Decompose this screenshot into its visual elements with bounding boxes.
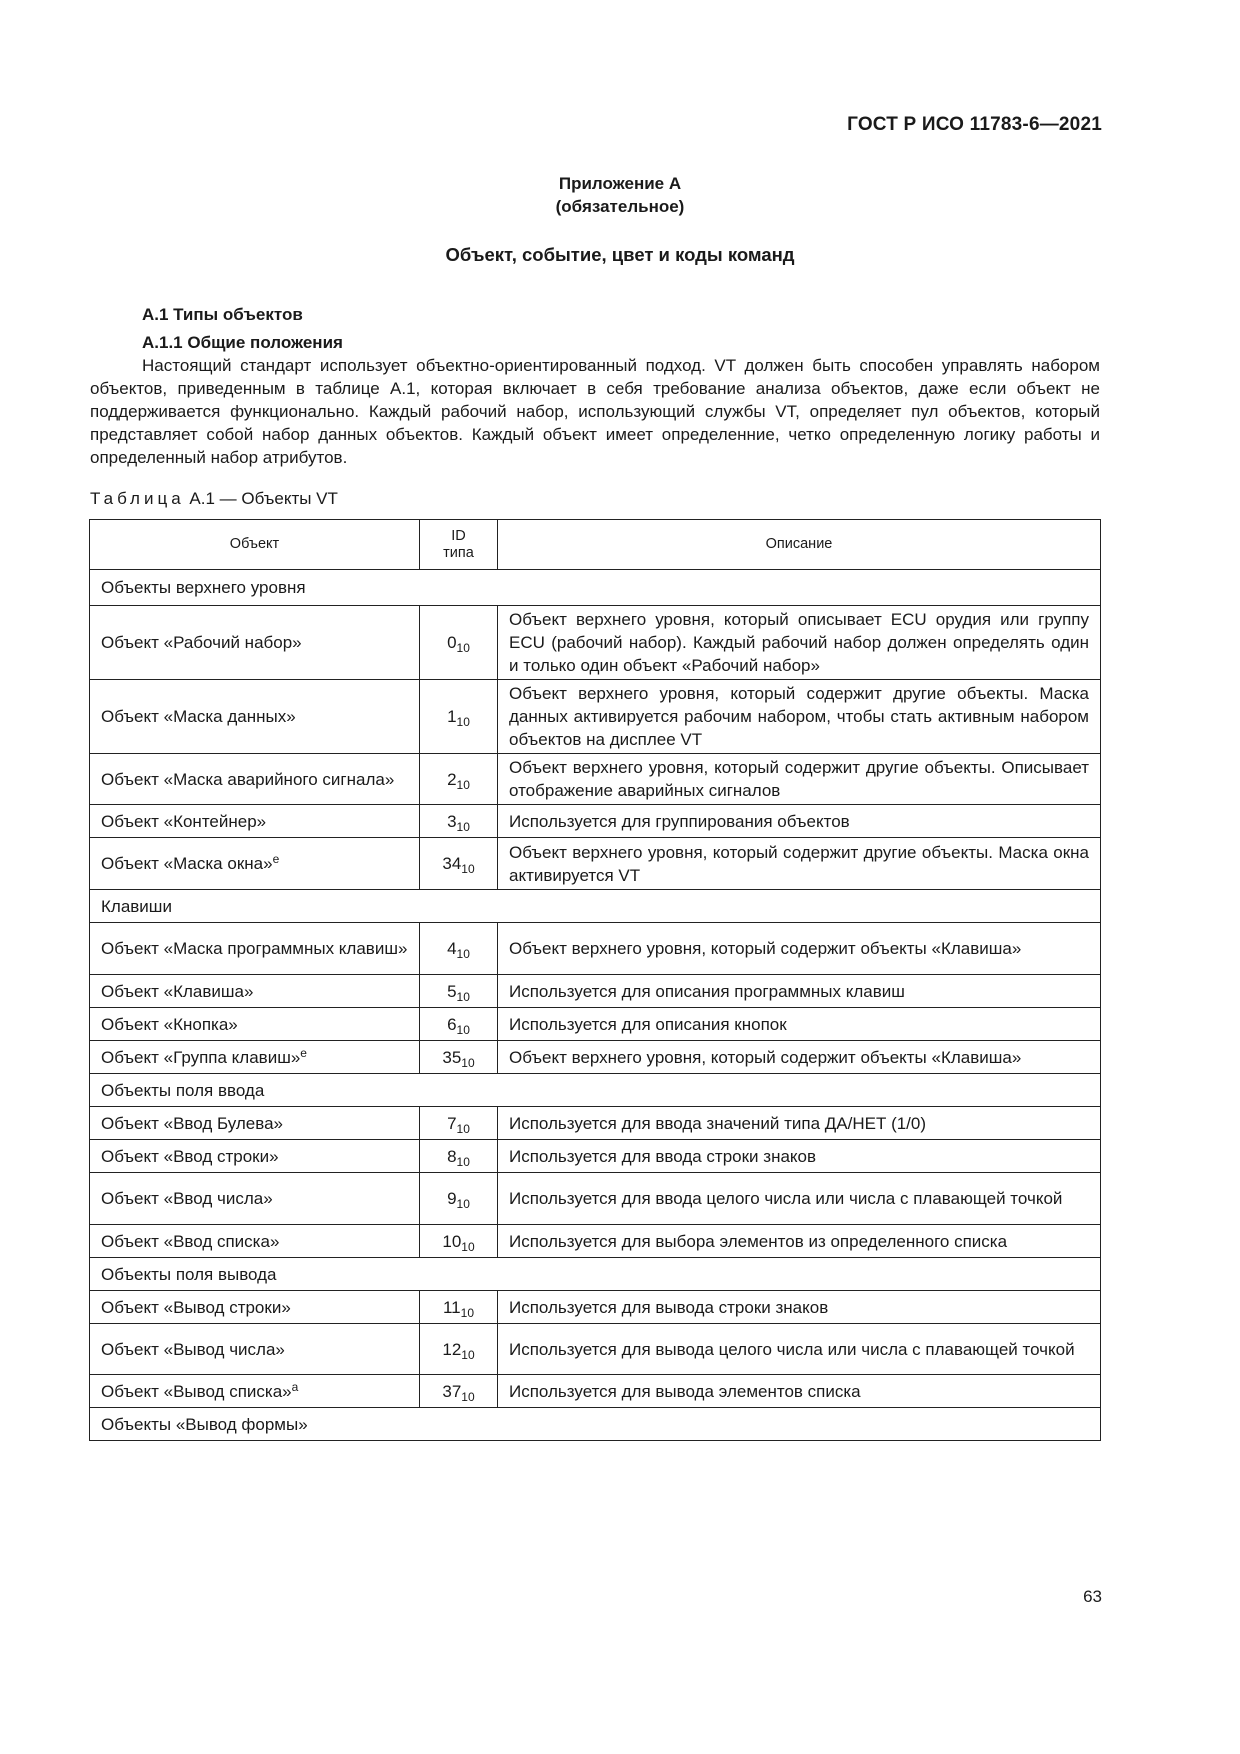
page-number: 63 xyxy=(1083,1587,1102,1606)
standard-designation: ГОСТ Р ИСО 11783-6—2021 xyxy=(847,114,1102,135)
description-cell: Объект верхнего уровня, который содержит объекты «Клавиша» xyxy=(498,923,1101,975)
object-name: Объект «Клавиша» xyxy=(101,981,254,1001)
type-id-base: 10 xyxy=(456,1022,470,1037)
object-name: Объект «Вывод списка» xyxy=(101,1381,292,1401)
type-id-cell xyxy=(420,1225,498,1258)
object-cell xyxy=(90,1324,420,1375)
appendix-label: Приложение А xyxy=(558,174,682,193)
object-cell xyxy=(90,838,420,890)
description-cell: Объект верхнего уровня, который содержит объекты «Клавиша» xyxy=(498,1041,1101,1074)
type-id-value: 12 xyxy=(442,1339,462,1359)
object-cell xyxy=(90,923,420,975)
type-id-cell xyxy=(420,1324,498,1375)
table-row xyxy=(90,1140,1101,1173)
object-cell xyxy=(90,805,420,838)
description-cell: Используется для выбора элементов из определенного списка xyxy=(498,1225,1101,1258)
table-row xyxy=(90,680,1101,754)
object-name: Объект «Ввод строки» xyxy=(101,1146,279,1166)
header-object: Объект xyxy=(90,520,420,570)
type-id-base: 10 xyxy=(456,989,470,1004)
table-row xyxy=(90,754,1101,805)
type-id-cell xyxy=(420,1107,498,1140)
description-cell: Используется для группирования объектов xyxy=(498,805,1101,838)
object-cell xyxy=(90,606,420,680)
type-id-base: 10 xyxy=(461,1389,475,1404)
description-cell: Используется для ввода значений типа ДА/НЕТ (1/0) xyxy=(498,1107,1101,1140)
object-cell xyxy=(90,975,420,1008)
type-id-base: 10 xyxy=(461,1239,475,1254)
type-id-base: 10 xyxy=(460,1305,474,1320)
group-heading: Объекты верхнего уровня xyxy=(90,570,1101,606)
table-row xyxy=(90,805,1101,838)
appendix-heading xyxy=(0,172,1240,218)
type-id-cell xyxy=(420,1375,498,1408)
group-heading: Объекты «Вывод формы» xyxy=(90,1408,1101,1441)
object-name: Объект «Маска аварийного сигнала» xyxy=(101,769,395,789)
header-type-id xyxy=(420,520,498,570)
table-row xyxy=(90,1375,1101,1408)
table-row xyxy=(90,1225,1101,1258)
table-row xyxy=(90,1041,1101,1074)
type-id-cell xyxy=(420,975,498,1008)
type-id-cell xyxy=(420,1041,498,1074)
type-id-value: 7 xyxy=(447,1113,457,1133)
description-cell: Объект верхнего уровня, который содержит другие объекты. Описывает отображение аварийных сигналов xyxy=(498,754,1101,805)
type-id-cell xyxy=(420,1140,498,1173)
type-id-base: 10 xyxy=(456,947,470,961)
type-id-cell xyxy=(420,680,498,754)
object-cell xyxy=(90,1140,420,1173)
object-name: Объект «Маска программных клавиш» xyxy=(101,939,408,958)
type-id-cell xyxy=(420,1173,498,1225)
table-group-row xyxy=(90,1074,1101,1107)
type-id-value: 11 xyxy=(442,1297,461,1317)
type-id-value: 8 xyxy=(447,1146,457,1166)
object-cell xyxy=(90,1375,420,1408)
type-id-value: 4 xyxy=(447,939,457,958)
table-row xyxy=(90,838,1101,890)
type-id-base: 10 xyxy=(456,819,470,834)
description-cell: Используется для описания программных клавиш xyxy=(498,975,1101,1008)
object-cell xyxy=(90,1173,420,1225)
type-id-base: 10 xyxy=(456,1197,470,1211)
type-id-base: 10 xyxy=(456,715,470,729)
header-description: Описание xyxy=(498,520,1101,570)
description-cell: Объект верхнего уровня, который содержит другие объекты. Маска окна активируется VT xyxy=(498,838,1101,890)
object-name: Объект «Контейнер» xyxy=(101,811,267,831)
type-id-value: 6 xyxy=(447,1014,457,1034)
type-id-base: 10 xyxy=(461,862,475,876)
object-cell xyxy=(90,1041,420,1074)
footnote-marker: а xyxy=(291,1379,299,1394)
type-id-cell xyxy=(420,1008,498,1041)
type-id-value: 2 xyxy=(447,769,457,789)
object-cell xyxy=(90,1008,420,1041)
table-group-row xyxy=(90,570,1101,606)
section-heading-a1-1: А.1.1 Общие положения xyxy=(142,333,343,352)
type-id-value: 3 xyxy=(447,811,457,831)
object-cell xyxy=(90,680,420,754)
type-id-value: 0 xyxy=(447,633,457,652)
table-row xyxy=(90,1324,1101,1375)
type-id-base: 10 xyxy=(456,1121,470,1136)
appendix-status: (обязательное) xyxy=(555,197,685,216)
type-id-cell xyxy=(420,838,498,890)
footnote-marker: е xyxy=(272,852,280,866)
type-id-cell xyxy=(420,923,498,975)
description-cell: Используется для вывода строки знаков xyxy=(498,1291,1101,1324)
type-id-base: 10 xyxy=(461,1055,475,1070)
description-cell: Объект верхнего уровня, который описывает ECU орудия или группу ECU (рабочий набор). Каждый рабочий набор должен определять один и только один объект «Рабочий набор» xyxy=(498,606,1101,680)
description-cell: Используется для вывода целого числа или числа с плавающей точкой xyxy=(498,1324,1101,1375)
table-row xyxy=(90,1107,1101,1140)
type-id-base: 10 xyxy=(456,1154,470,1169)
object-name: Объект «Маска данных» xyxy=(101,707,296,726)
table-group-row xyxy=(90,890,1101,923)
group-heading: Клавиши xyxy=(90,890,1101,923)
table-caption-text: А.1 — Объекты VT xyxy=(189,489,338,508)
description-cell: Используется для ввода целого числа или числа с плавающей точкой xyxy=(498,1173,1101,1225)
section-heading-a1: А.1 Типы объектов xyxy=(142,305,303,324)
footnote-marker: е xyxy=(300,1045,307,1060)
object-cell xyxy=(90,1225,420,1258)
intro-paragraph-text: Настоящий стандарт использует объектно-ориентированный подход. VT должен быть способен управлять набором объектов, приведенным в таблице А.1, которая включает в себя требование анализа объектов, даже если объект не поддерживается функционально. Каждый рабочий набор, использующий службы VT, определяет пул объектов, который представляет собой набор данных объектов. Каждый объект имеет определенние, четко определенную логику работы и определенный набор атрибутов. xyxy=(90,356,1100,467)
table-row xyxy=(90,606,1101,680)
object-cell xyxy=(90,754,420,805)
table-body xyxy=(90,570,1101,1441)
object-name: Объект «Ввод списка» xyxy=(101,1231,280,1251)
header-id-line2: типа xyxy=(443,544,474,561)
object-name: Объект «Вывод строки» xyxy=(101,1297,291,1317)
type-id-value: 5 xyxy=(447,981,457,1001)
type-id-base: 10 xyxy=(456,641,470,655)
object-name: Объект «Маска окна» xyxy=(101,854,273,873)
object-name: Объект «Группа клавиш» xyxy=(101,1047,301,1067)
table-row xyxy=(90,1291,1101,1324)
object-name: Объект «Ввод числа» xyxy=(101,1189,273,1208)
objects-table xyxy=(89,519,1101,1441)
description-cell: Используется для вывода элементов списка xyxy=(498,1375,1101,1408)
table-group-row xyxy=(90,1408,1101,1441)
table-group-row xyxy=(90,1258,1101,1291)
appendix-title: Объект, событие, цвет и коды команд xyxy=(445,244,795,265)
table-caption-prefix: Таблица xyxy=(90,489,185,508)
object-name: Объект «Кнопка» xyxy=(101,1014,238,1034)
object-name: Объект «Ввод Булева» xyxy=(101,1113,284,1133)
group-heading: Объекты поля вывода xyxy=(90,1258,1101,1291)
type-id-value: 1 xyxy=(447,707,457,726)
description-cell: Объект верхнего уровня, который содержит другие объекты. Маска данных активируется рабочим набором, чтобы стать активным набором объектов на дисплее VT xyxy=(498,680,1101,754)
header-id-line1: ID xyxy=(451,527,466,544)
object-cell xyxy=(90,1291,420,1324)
type-id-value: 35 xyxy=(442,1047,462,1067)
type-id-cell xyxy=(420,754,498,805)
table-row xyxy=(90,1008,1101,1041)
type-id-base: 10 xyxy=(461,1347,475,1362)
table-row xyxy=(90,1173,1101,1225)
type-id-cell xyxy=(420,606,498,680)
description-cell: Используется для ввода строки знаков xyxy=(498,1140,1101,1173)
type-id-base: 10 xyxy=(456,777,470,792)
type-id-cell xyxy=(420,1291,498,1324)
type-id-cell xyxy=(420,805,498,838)
intro-paragraph xyxy=(90,354,1100,469)
table-row xyxy=(90,923,1101,975)
group-heading: Объекты поля ввода xyxy=(90,1074,1101,1107)
table-caption xyxy=(90,489,338,509)
description-cell: Используется для описания кнопок xyxy=(498,1008,1101,1041)
type-id-value: 10 xyxy=(442,1231,462,1251)
table-header-row xyxy=(90,520,1101,570)
object-cell xyxy=(90,1107,420,1140)
table-row xyxy=(90,975,1101,1008)
object-name: Объект «Рабочий набор» xyxy=(101,633,302,652)
type-id-value: 34 xyxy=(442,854,462,873)
type-id-value: 37 xyxy=(442,1381,462,1401)
object-name: Объект «Вывод числа» xyxy=(101,1339,285,1359)
type-id-value: 9 xyxy=(447,1189,457,1208)
